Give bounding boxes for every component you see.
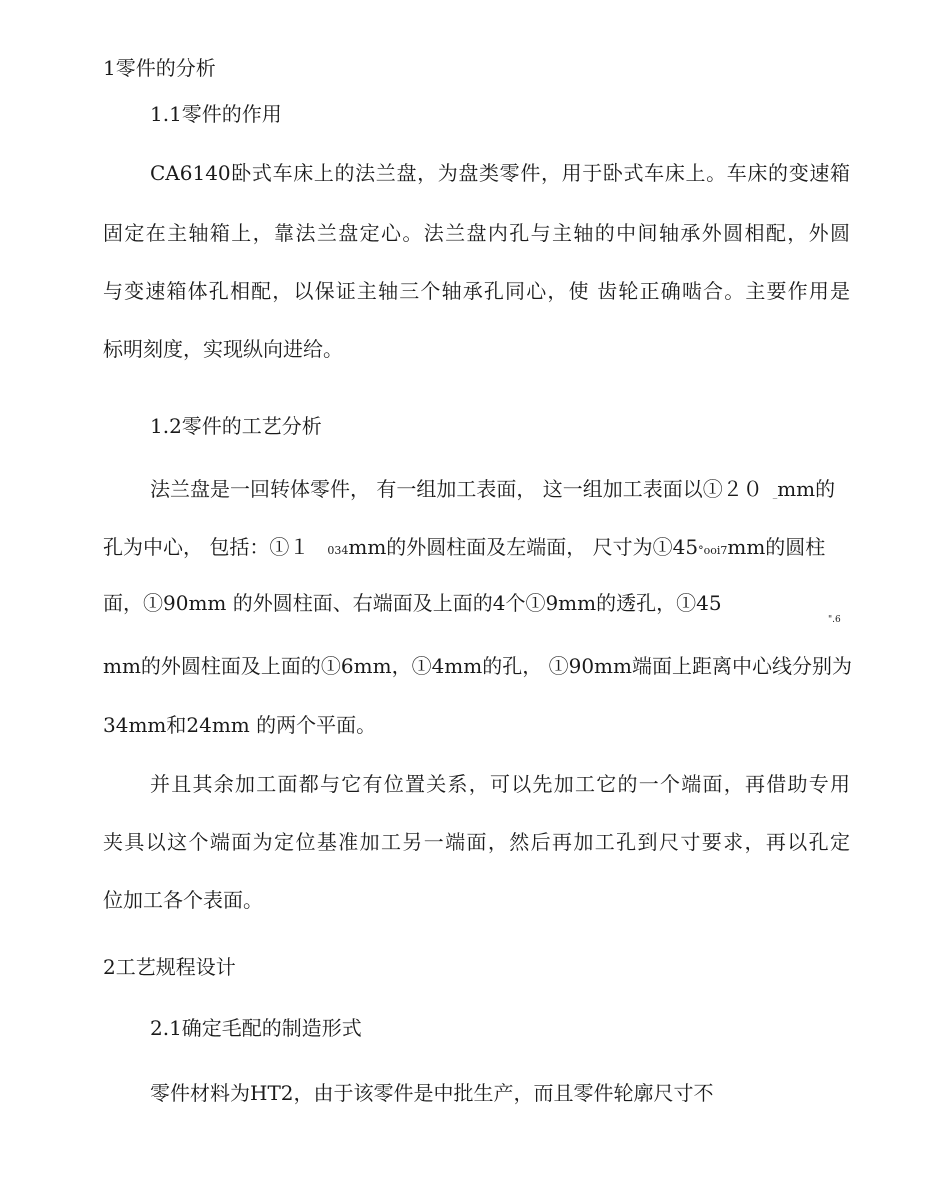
paragraph-2-line-2-middle: mm的外圆柱面及左端面， 尺寸为①45: [348, 535, 699, 559]
paragraph-2-line-2-text: 孔为中心， 包括：①１: [103, 535, 310, 559]
paragraph-2-line-2-end: mm的圆柱: [727, 535, 826, 559]
superscript-tolerance: ".6: [828, 615, 841, 625]
heading-process-design: 2工艺规程设计: [103, 955, 236, 979]
subscript-tolerance: °ooi7: [698, 544, 728, 557]
paragraph-1-line-2: 固定在主轴箱上，靠法兰盘定心。法兰盘内孔与主轴的中间轴承外圆相配，外圆: [103, 221, 850, 245]
paragraph-2-line-3: 面，①90mm 的外圆柱面、右端面及上面的4个①9mm的透孔，①45: [103, 591, 722, 615]
paragraph-2-line-1: [150, 476, 835, 507]
paragraph-4-line-1: 零件材料为HT2，由于该零件是中批生产，而且零件轮廓尺寸不: [150, 1081, 714, 1105]
paragraph-1-line-1: CA6140卧式车床上的法兰盘，为盘类零件，用于卧式车床上。车床的变速箱: [150, 161, 850, 185]
paragraph-2-line-5: 34mm和24mm 的两个平面。: [103, 713, 377, 737]
paragraph-1-line-4: 标明刻度，实现纵向进给。: [103, 337, 343, 361]
heading-process-analysis: 1.2零件的工艺分析: [150, 414, 322, 438]
heading-blank-form: 2.1确定毛配的制造形式: [150, 1016, 362, 1040]
paragraph-2-line-4: mm的外圆柱面及上面的①6mm，①4mm的孔， ①90mm端面上距离中心线分别为: [103, 654, 852, 678]
paragraph-1-line-3: 与变速箱体孔相配，以保证主轴三个轴承孔同心，使 齿轮正确啮合。主要作用是: [103, 279, 850, 303]
paragraph-2-line-1-unit: mm的: [777, 477, 836, 501]
heading-part-analysis: 1零件的分析: [103, 56, 216, 80]
paragraph-2-line-1-text: 法兰盘是一回转体零件， 有一组加工表面， 这一组加工表面以①２０: [150, 477, 763, 501]
subscript-tolerance: 034: [327, 544, 349, 557]
paragraph-3-line-2: 夹具以这个端面为定位基准加工另一端面，然后再加工孔到尺寸要求，再以孔定: [103, 830, 850, 854]
paragraph-3-line-1: 并且其余加工面都与它有位置关系，可以先加工它的一个端面，再借助专用: [150, 772, 850, 796]
subscript-tolerance: _: [772, 489, 778, 499]
paragraph-2-line-2: [103, 534, 825, 564]
heading-part-function: 1.1零件的作用: [150, 102, 282, 126]
paragraph-3-line-3: 位加工各个表面。: [103, 888, 263, 912]
